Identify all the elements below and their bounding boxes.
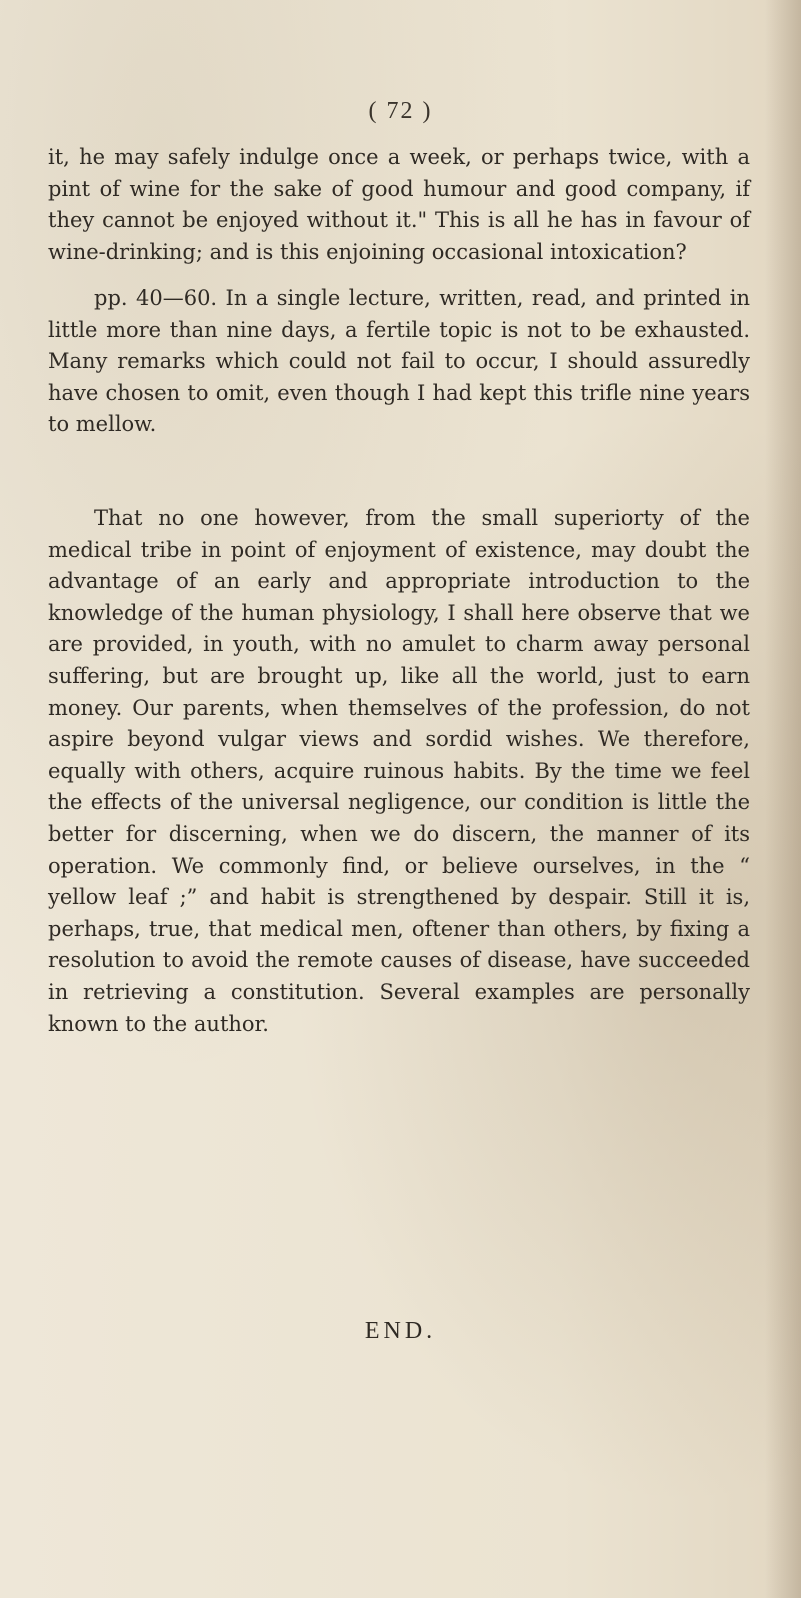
paragraph-continuation: it, he may safely indulge once a week, or perhaps twice, with a pint of wine for the sake of good humour and good company, if they cannot be enjoyed without it." This is all he has in favour of wine-drinking; and is this enjoining occasional intoxication?	[48, 145, 750, 264]
end-mark: END.	[364, 1318, 437, 1344]
paragraph-lecture-note: pp. 40—60. In a single lecture, written, read, and printed in little more than nine days, a fertile topic is not to be exhausted. Many remarks which could not fail to occur, I should assuredly have chosen to omit, even though I had kept this trifle nine years to mellow.	[48, 286, 750, 437]
page-edge-shadow	[765, 0, 801, 1598]
page-number: ( 72 )	[368, 98, 433, 124]
paragraph-medical-tribe: That no one however, from the small superiorty of the medical tribe in point of enjoyment of existence, may doubt the advantage of an early and appropriate introduction to the knowledge of the human physiology, I shall here observe that we are provided, in youth, with no amulet to charm away personal suffering, but are brought up, like all the world, just to earn money. Our parents, when themselves of the profession, do not aspire beyond vulgar views and sordid wishes. We therefore, equally with others, acquire ruinous habits. By the time we feel the effects of the universal negligence, our condition is little the better for discerning, when we do discern, the manner of its operation. We commonly find, or believe ourselves, in the “ yellow leaf ;” and habit is strengthened by despair. Still it is, perhaps, true, that medical men, oftener than others, by fixing a resolution to avoid the remote causes of disease, have succeeded in retrieving a constitution. Several examples are personally known to the author.	[48, 506, 750, 1036]
